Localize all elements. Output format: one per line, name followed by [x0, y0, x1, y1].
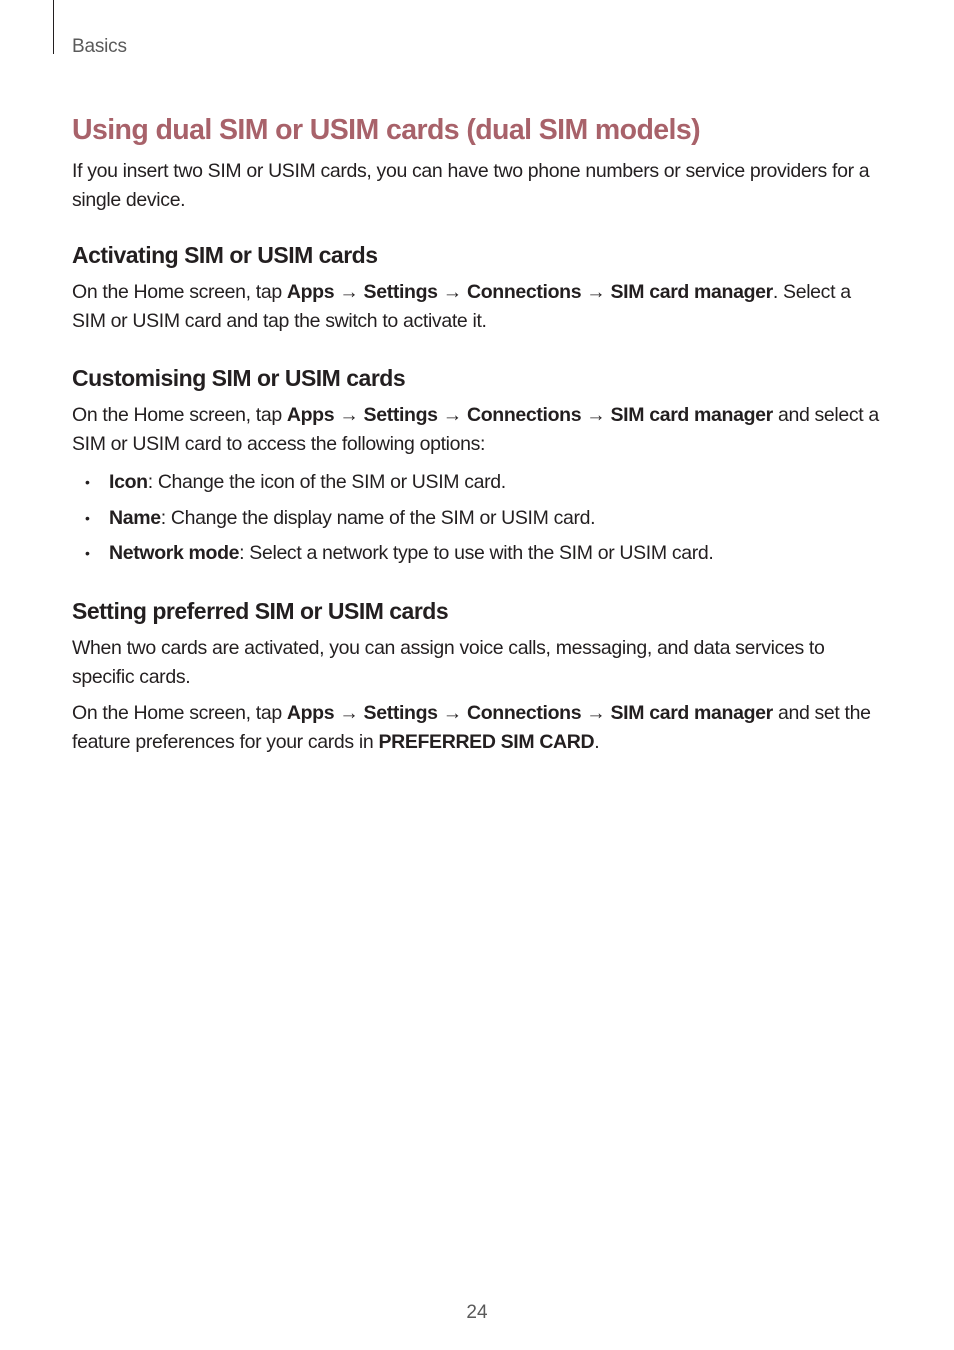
- customising-instructions: On the Home screen, tap Apps → Settings → Connections → SIM card manager and select a SIM or USIM card to access the following options:: [72, 404, 879, 455]
- apps-menu-ref: Apps: [286, 702, 335, 724]
- connections-menu-ref: Connections: [466, 702, 582, 724]
- settings-menu-ref: Settings: [363, 404, 438, 426]
- list-item: [72, 504, 884, 533]
- apps-menu-ref: Apps: [286, 281, 335, 303]
- heading-activating: Activating SIM or USIM cards: [72, 242, 378, 268]
- heading-preferred: Setting preferred SIM or USIM cards: [72, 598, 449, 624]
- page-content: [72, 110, 884, 757]
- option-term: Name: [109, 506, 161, 529]
- options-list: [72, 468, 884, 568]
- preferred-description: When two cards are activated, you can assign voice calls, messaging, and data services to specific cards.: [72, 637, 825, 688]
- settings-menu-ref: Settings: [363, 281, 438, 303]
- sim-card-manager-ref: SIM card manager: [610, 702, 773, 724]
- preferred-sim-card-ref: PREFERRED SIM CARD: [378, 731, 595, 753]
- page-number: 24: [466, 1302, 488, 1323]
- connections-menu-ref: Connections: [466, 404, 582, 426]
- sim-card-manager-ref: SIM card manager: [610, 404, 773, 426]
- apps-menu-ref: Apps: [286, 404, 335, 426]
- option-term: Network mode: [109, 542, 240, 564]
- bullet-icon: •: [85, 545, 90, 561]
- page-title: Using dual SIM or USIM cards (dual SIM models): [72, 114, 700, 146]
- section-label: Basics: [72, 36, 127, 57]
- settings-menu-ref: Settings: [363, 702, 438, 724]
- connections-menu-ref: Connections: [466, 281, 582, 303]
- intro-paragraph: If you insert two SIM or USIM cards, you can have two phone numbers or service providers for a single device.: [72, 160, 870, 211]
- option-description: : Change the icon of the SIM or USIM card.: [147, 471, 506, 493]
- option-term: Icon: [109, 471, 148, 493]
- option-description: : Select a network type to use with the SIM or USIM card.: [239, 542, 714, 564]
- list-item: [72, 468, 884, 497]
- heading-customising: Customising SIM or USIM cards: [72, 365, 406, 391]
- bullet-icon: •: [85, 509, 90, 526]
- list-item: [72, 539, 884, 568]
- activating-instructions: On the Home screen, tap Apps → Settings → Connections → SIM card manager. Select a SIM or USIM card and tap the switch to activate it.: [72, 281, 851, 332]
- bullet-icon: •: [85, 474, 90, 490]
- sim-card-manager-ref: SIM card manager: [610, 281, 773, 303]
- option-description: : Change the display name of the SIM or USIM card.: [160, 506, 596, 529]
- margin-rule: [53, 0, 54, 54]
- preferred-instructions: On the Home screen, tap Apps → Settings → Connections → SIM card manager and set the feature preferences for your cards in PREFERRED SIM CARD.: [72, 702, 871, 753]
